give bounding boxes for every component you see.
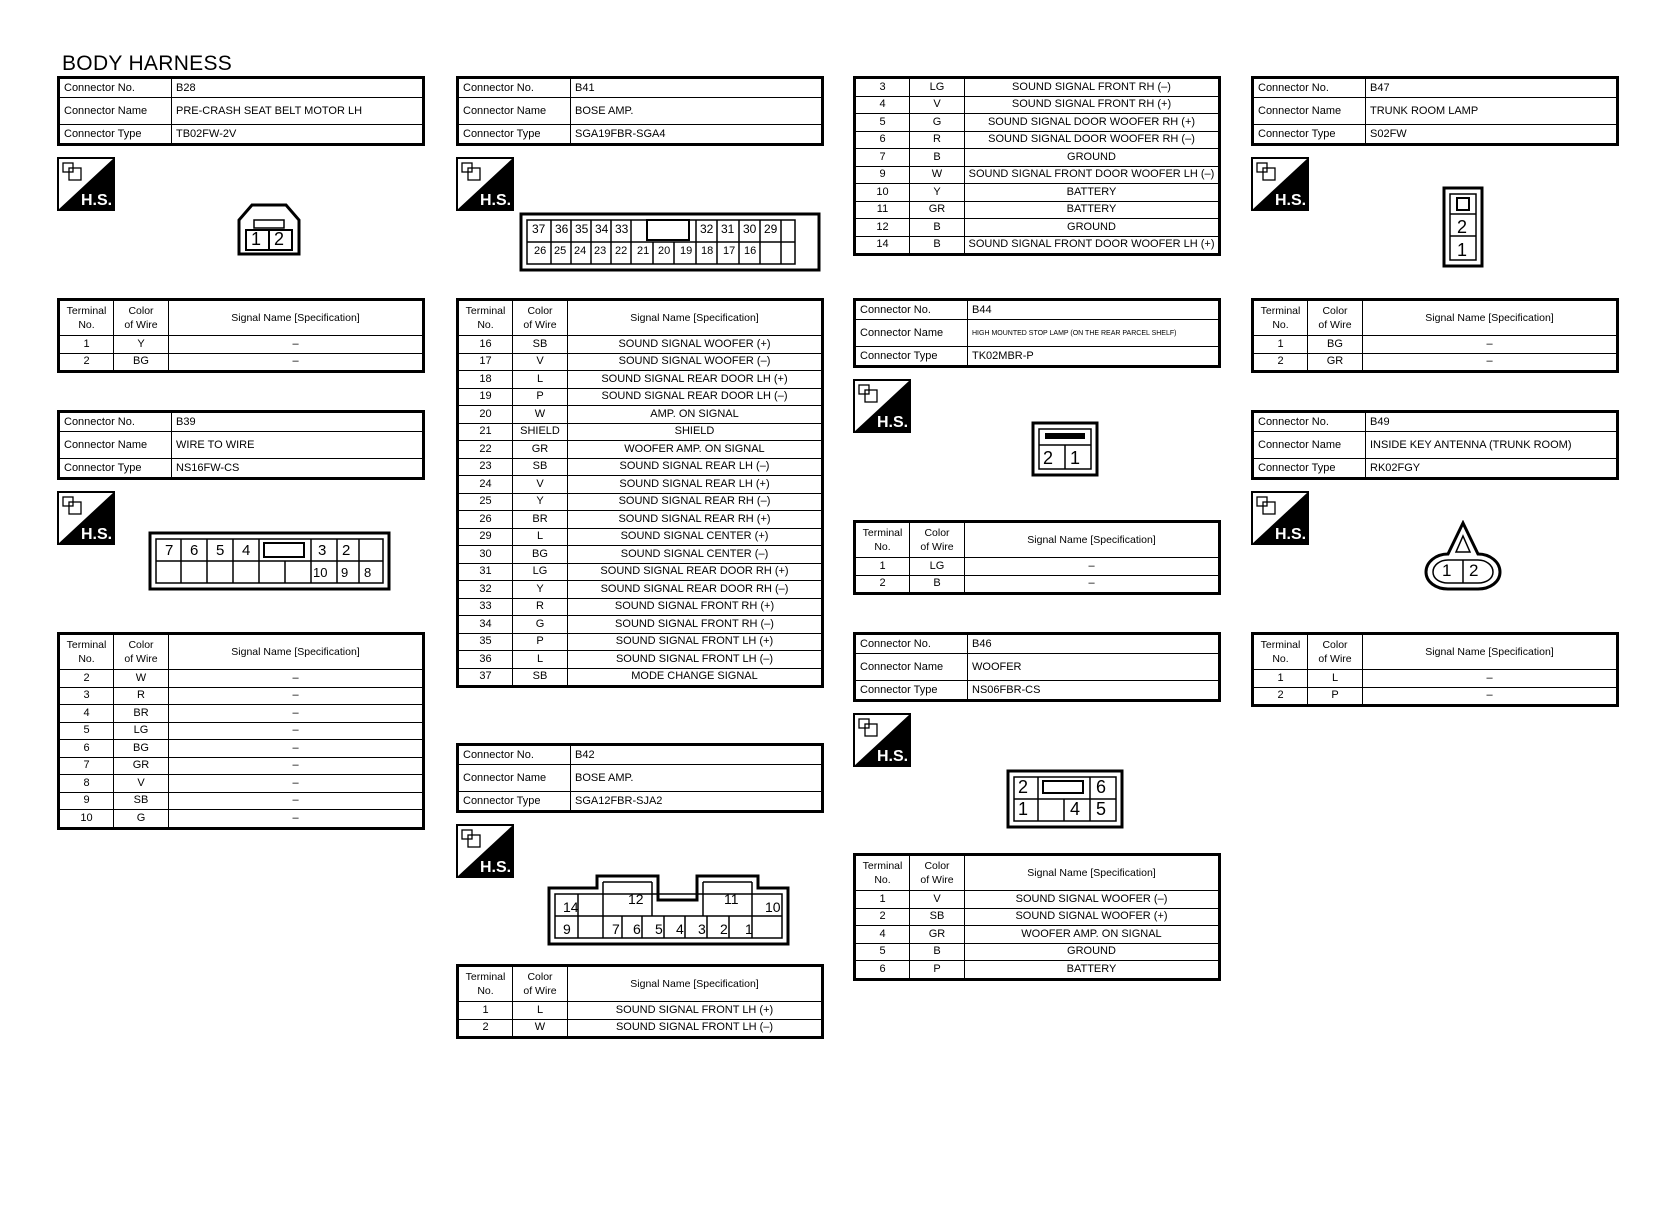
pin-table-b49 — [1251, 632, 1619, 707]
table-row: 21 SHIELD SHIELD — [458, 423, 823, 441]
pin-label-row-top: 37 36 35 34 33 32 31 30 29 — [532, 222, 778, 236]
connector-info-b47 — [1251, 76, 1619, 146]
col-signal-header: Signal Name [Specification] — [169, 634, 424, 670]
connector-name-value: INSIDE KEY ANTENNA (TRUNK ROOM) — [1366, 432, 1618, 459]
table-row: 29 L SOUND SIGNAL CENTER (+) — [458, 528, 823, 546]
col-color-header: Color of Wire — [1308, 634, 1363, 670]
label-connector-type: Connector Type — [59, 125, 172, 145]
connector-type-value: SGA12FBR-SJA2 — [571, 792, 823, 812]
connector-info-b41 — [456, 76, 824, 146]
pin-table-b39 — [57, 632, 425, 830]
svg-text:H.S.: H.S. — [1275, 526, 1307, 543]
col-signal-header: Signal Name [Specification] — [568, 966, 823, 1002]
label-connector-name: Connector Name — [59, 432, 172, 459]
table-row: 5 LG – — [59, 722, 424, 740]
connector-info-b49 — [1251, 410, 1619, 480]
table-row: 14 B SOUND SIGNAL FRONT DOOR WOOFER LH (+) — [855, 236, 1220, 255]
pin-label: 2 — [1469, 561, 1479, 580]
label-connector-no: Connector No. — [1253, 412, 1366, 432]
svg-text:H.S.: H.S. — [81, 526, 113, 543]
connector-type-value: TK02MBR-P — [968, 347, 1220, 367]
table-row: 2 GR – — [1253, 353, 1618, 372]
table-row: 11 GR BATTERY — [855, 201, 1220, 219]
pin-labels-b42: 14 12 11 10 9 7 6 5 4 3 2 1 — [563, 891, 781, 937]
connector-no-value: B44 — [968, 300, 1220, 320]
table-row: 4 V SOUND SIGNAL FRONT RH (+) — [855, 96, 1220, 114]
svg-text:H.S.: H.S. — [877, 414, 909, 431]
label-connector-type: Connector Type — [1253, 459, 1366, 479]
pin-label: 2 — [274, 229, 285, 249]
table-row: 26 BR SOUND SIGNAL REAR RH (+) — [458, 511, 823, 529]
table-row: 23 SB SOUND SIGNAL REAR LH (–) — [458, 458, 823, 476]
pin-label: 4 — [1070, 799, 1081, 819]
pin-label: 1 — [251, 229, 262, 249]
connector-no-value: B42 — [571, 745, 823, 765]
col-terminal-header: Terminal No. — [59, 300, 114, 336]
pin-label: 8 — [364, 565, 372, 580]
connector-face-b44 — [1031, 421, 1099, 477]
col-terminal-header: Terminal No. — [59, 634, 114, 670]
table-row: 1 Y – — [59, 336, 424, 354]
table-row: 1 V SOUND SIGNAL WOOFER (–) — [855, 891, 1220, 909]
pin-label: 2 — [1043, 448, 1054, 468]
table-row: 9 W SOUND SIGNAL FRONT DOOR WOOFER LH (–) — [855, 166, 1220, 184]
connector-name-value: HIGH MOUNTED STOP LAMP (ON THE REAR PARCEL SHELF) — [968, 320, 1220, 347]
connector-name-value: BOSE AMP. — [571, 98, 823, 125]
pin-label: 2 — [1457, 217, 1468, 237]
hs-icon — [456, 824, 514, 878]
label-connector-type: Connector Type — [1253, 125, 1366, 145]
connector-info-b28 — [57, 76, 425, 146]
label-connector-type: Connector Type — [855, 347, 968, 367]
connector-type-value: NS16FW-CS — [172, 459, 424, 479]
col-terminal-header: Terminal No. — [458, 966, 513, 1002]
pin-label: 7 — [165, 542, 174, 559]
label-connector-name: Connector Name — [59, 98, 172, 125]
col-terminal-header: Terminal No. — [1253, 634, 1308, 670]
svg-text:H.S.: H.S. — [1275, 192, 1307, 209]
table-row: 36 L SOUND SIGNAL FRONT LH (–) — [458, 651, 823, 669]
pin-label-row-bottom: 26 25 24 23 22 21 20 19 18 17 16 — [534, 245, 757, 257]
connector-no-value: B39 — [172, 412, 424, 432]
connector-name-value: BOSE AMP. — [571, 765, 823, 792]
label-connector-no: Connector No. — [59, 412, 172, 432]
col-color-header: Color of Wire — [114, 300, 169, 336]
pin-label: 3 — [318, 542, 327, 559]
table-row: 3 R – — [59, 687, 424, 705]
connector-info-b39 — [57, 410, 425, 480]
connector-no-value: B41 — [571, 78, 823, 98]
table-row: 2 SB SOUND SIGNAL WOOFER (+) — [855, 908, 1220, 926]
connector-info-b42 — [456, 743, 824, 813]
table-row: 8 V – — [59, 775, 424, 793]
label-connector-no: Connector No. — [855, 634, 968, 654]
connector-no-value: B47 — [1366, 78, 1618, 98]
label-connector-no: Connector No. — [1253, 78, 1366, 98]
table-row: 1 BG – — [1253, 336, 1618, 354]
label-connector-no: Connector No. — [59, 78, 172, 98]
col-color-header: Color of Wire — [114, 634, 169, 670]
table-row: 2 W SOUND SIGNAL FRONT LH (–) — [458, 1019, 823, 1038]
hs-icon — [57, 157, 115, 211]
pin-table-b28 — [57, 298, 425, 373]
table-row: 3 LG SOUND SIGNAL FRONT RH (–) — [855, 78, 1220, 97]
col-color-header: Color of Wire — [513, 300, 568, 336]
col-signal-header: Signal Name [Specification] — [169, 300, 424, 336]
page-title: BODY HARNESS — [62, 52, 233, 75]
pin-label: 1 — [1018, 799, 1029, 819]
pin-label: 1 — [1070, 448, 1081, 468]
col-color-header: Color of Wire — [910, 522, 965, 558]
connector-name-value: WIRE TO WIRE — [172, 432, 424, 459]
table-row: 1 L – — [1253, 670, 1618, 688]
svg-text:H.S.: H.S. — [81, 192, 113, 209]
pin-label: 1 — [1442, 561, 1452, 580]
table-row: 2 BG – — [59, 353, 424, 372]
col-signal-header: Signal Name [Specification] — [965, 855, 1220, 891]
col-terminal-header: Terminal No. — [855, 522, 910, 558]
table-row: 2 P – — [1253, 687, 1618, 706]
col-signal-header: Signal Name [Specification] — [1363, 300, 1618, 336]
label-connector-name: Connector Name — [855, 320, 968, 347]
table-row: 1 L SOUND SIGNAL FRONT LH (+) — [458, 1002, 823, 1020]
table-row: 37 SB MODE CHANGE SIGNAL — [458, 668, 823, 687]
connector-info-b46 — [853, 632, 1221, 702]
hs-icon — [57, 491, 115, 545]
table-row: 9 SB – — [59, 792, 424, 810]
connector-type-value: RK02FGY — [1366, 459, 1618, 479]
pin-label: 4 — [242, 542, 251, 559]
col-color-header: Color of Wire — [513, 966, 568, 1002]
connector-no-value: B28 — [172, 78, 424, 98]
table-row: 19 P SOUND SIGNAL REAR DOOR LH (–) — [458, 388, 823, 406]
pin-label: 2 — [1018, 777, 1029, 797]
table-row: 24 V SOUND SIGNAL REAR LH (+) — [458, 476, 823, 494]
table-row: 10 Y BATTERY — [855, 184, 1220, 202]
pin-table-b47 — [1251, 298, 1619, 373]
label-connector-name: Connector Name — [458, 98, 571, 125]
table-row: 6 BG – — [59, 740, 424, 758]
table-row: 2 B – — [855, 575, 1220, 594]
col-terminal-header: Terminal No. — [1253, 300, 1308, 336]
table-row: 6 R SOUND SIGNAL DOOR WOOFER RH (–) — [855, 131, 1220, 149]
hs-icon — [1251, 491, 1309, 545]
table-row: 22 GR WOOFER AMP. ON SIGNAL — [458, 441, 823, 459]
pin-label: 5 — [216, 542, 225, 559]
col-color-header: Color of Wire — [910, 855, 965, 891]
pin-label: 2 — [342, 542, 351, 559]
connector-face-b28 — [236, 202, 302, 257]
label-connector-no: Connector No. — [855, 300, 968, 320]
pin-table-b46 — [853, 853, 1221, 981]
table-row: 2 W – — [59, 670, 424, 688]
label-connector-name: Connector Name — [458, 765, 571, 792]
hs-icon — [456, 157, 514, 211]
col-terminal-header: Terminal No. — [458, 300, 513, 336]
col-signal-header: Signal Name [Specification] — [965, 522, 1220, 558]
pin-label: 10 — [313, 565, 328, 580]
table-row: 18 L SOUND SIGNAL REAR DOOR LH (+) — [458, 371, 823, 389]
table-row: 4 GR WOOFER AMP. ON SIGNAL — [855, 926, 1220, 944]
label-connector-no: Connector No. — [458, 78, 571, 98]
table-row: 1 LG – — [855, 558, 1220, 576]
pin-label: 1 — [1457, 240, 1468, 260]
connector-type-value: SGA19FBR-SGA4 — [571, 125, 823, 145]
pin-table-b42 — [456, 964, 824, 1039]
pin-label: 6 — [190, 542, 199, 559]
table-row: 7 B GROUND — [855, 149, 1220, 167]
connector-name-value: TRUNK ROOM LAMP — [1366, 98, 1618, 125]
svg-text:H.S.: H.S. — [877, 748, 909, 765]
table-row: 33 R SOUND SIGNAL FRONT RH (+) — [458, 598, 823, 616]
label-connector-type: Connector Type — [59, 459, 172, 479]
table-row: 6 P BATTERY — [855, 961, 1220, 980]
connector-type-value: NS06FBR-CS — [968, 681, 1220, 701]
hs-icon — [853, 713, 911, 767]
pin-label: 9 — [341, 565, 349, 580]
connector-info-b44 — [853, 298, 1221, 368]
table-row: 30 BG SOUND SIGNAL CENTER (–) — [458, 546, 823, 564]
col-terminal-header: Terminal No. — [855, 855, 910, 891]
table-row: 25 Y SOUND SIGNAL REAR RH (–) — [458, 493, 823, 511]
table-row: 16 SB SOUND SIGNAL WOOFER (+) — [458, 336, 823, 354]
label-connector-type: Connector Type — [855, 681, 968, 701]
pin-label: 5 — [1096, 799, 1107, 819]
svg-text:H.S.: H.S. — [480, 192, 512, 209]
connector-name-value: WOOFER — [968, 654, 1220, 681]
connector-name-value: PRE-CRASH SEAT BELT MOTOR LH — [172, 98, 424, 125]
table-row: 34 G SOUND SIGNAL FRONT RH (–) — [458, 616, 823, 634]
col-signal-header: Signal Name [Specification] — [568, 300, 823, 336]
table-row: 31 LG SOUND SIGNAL REAR DOOR RH (+) — [458, 563, 823, 581]
table-row: 35 P SOUND SIGNAL FRONT LH (+) — [458, 633, 823, 651]
pin-table-b41 — [456, 298, 824, 688]
connector-type-value: S02FW — [1366, 125, 1618, 145]
label-connector-type: Connector Type — [458, 125, 571, 145]
label-connector-name: Connector Name — [855, 654, 968, 681]
hs-icon — [853, 379, 911, 433]
table-row: 17 V SOUND SIGNAL WOOFER (–) — [458, 353, 823, 371]
label-connector-type: Connector Type — [458, 792, 571, 812]
table-row: 32 Y SOUND SIGNAL REAR DOOR RH (–) — [458, 581, 823, 599]
table-row: 5 B GROUND — [855, 943, 1220, 961]
pin-label: 6 — [1096, 777, 1107, 797]
svg-text:H.S.: H.S. — [480, 859, 512, 876]
col-color-header: Color of Wire — [1308, 300, 1363, 336]
label-connector-name: Connector Name — [1253, 98, 1366, 125]
hs-icon — [1251, 157, 1309, 211]
table-row: 10 G – — [59, 810, 424, 829]
table-row: 5 G SOUND SIGNAL DOOR WOOFER RH (+) — [855, 114, 1220, 132]
connector-face-b39 — [148, 531, 391, 591]
label-connector-no: Connector No. — [458, 745, 571, 765]
table-row: 7 GR – — [59, 757, 424, 775]
connector-face-b41 — [519, 212, 821, 272]
connector-type-value: TB02FW-2V — [172, 125, 424, 145]
connector-no-value: B46 — [968, 634, 1220, 654]
label-connector-name: Connector Name — [1253, 432, 1366, 459]
pin-table-b44 — [853, 520, 1221, 595]
table-row: 4 BR – — [59, 705, 424, 723]
connector-no-value: B49 — [1366, 412, 1618, 432]
connector-face-b49 — [1422, 520, 1504, 592]
pin-table-b42-continued — [853, 76, 1221, 256]
table-row: 20 W AMP. ON SIGNAL — [458, 406, 823, 424]
col-signal-header: Signal Name [Specification] — [1363, 634, 1618, 670]
table-row: 12 B GROUND — [855, 219, 1220, 237]
